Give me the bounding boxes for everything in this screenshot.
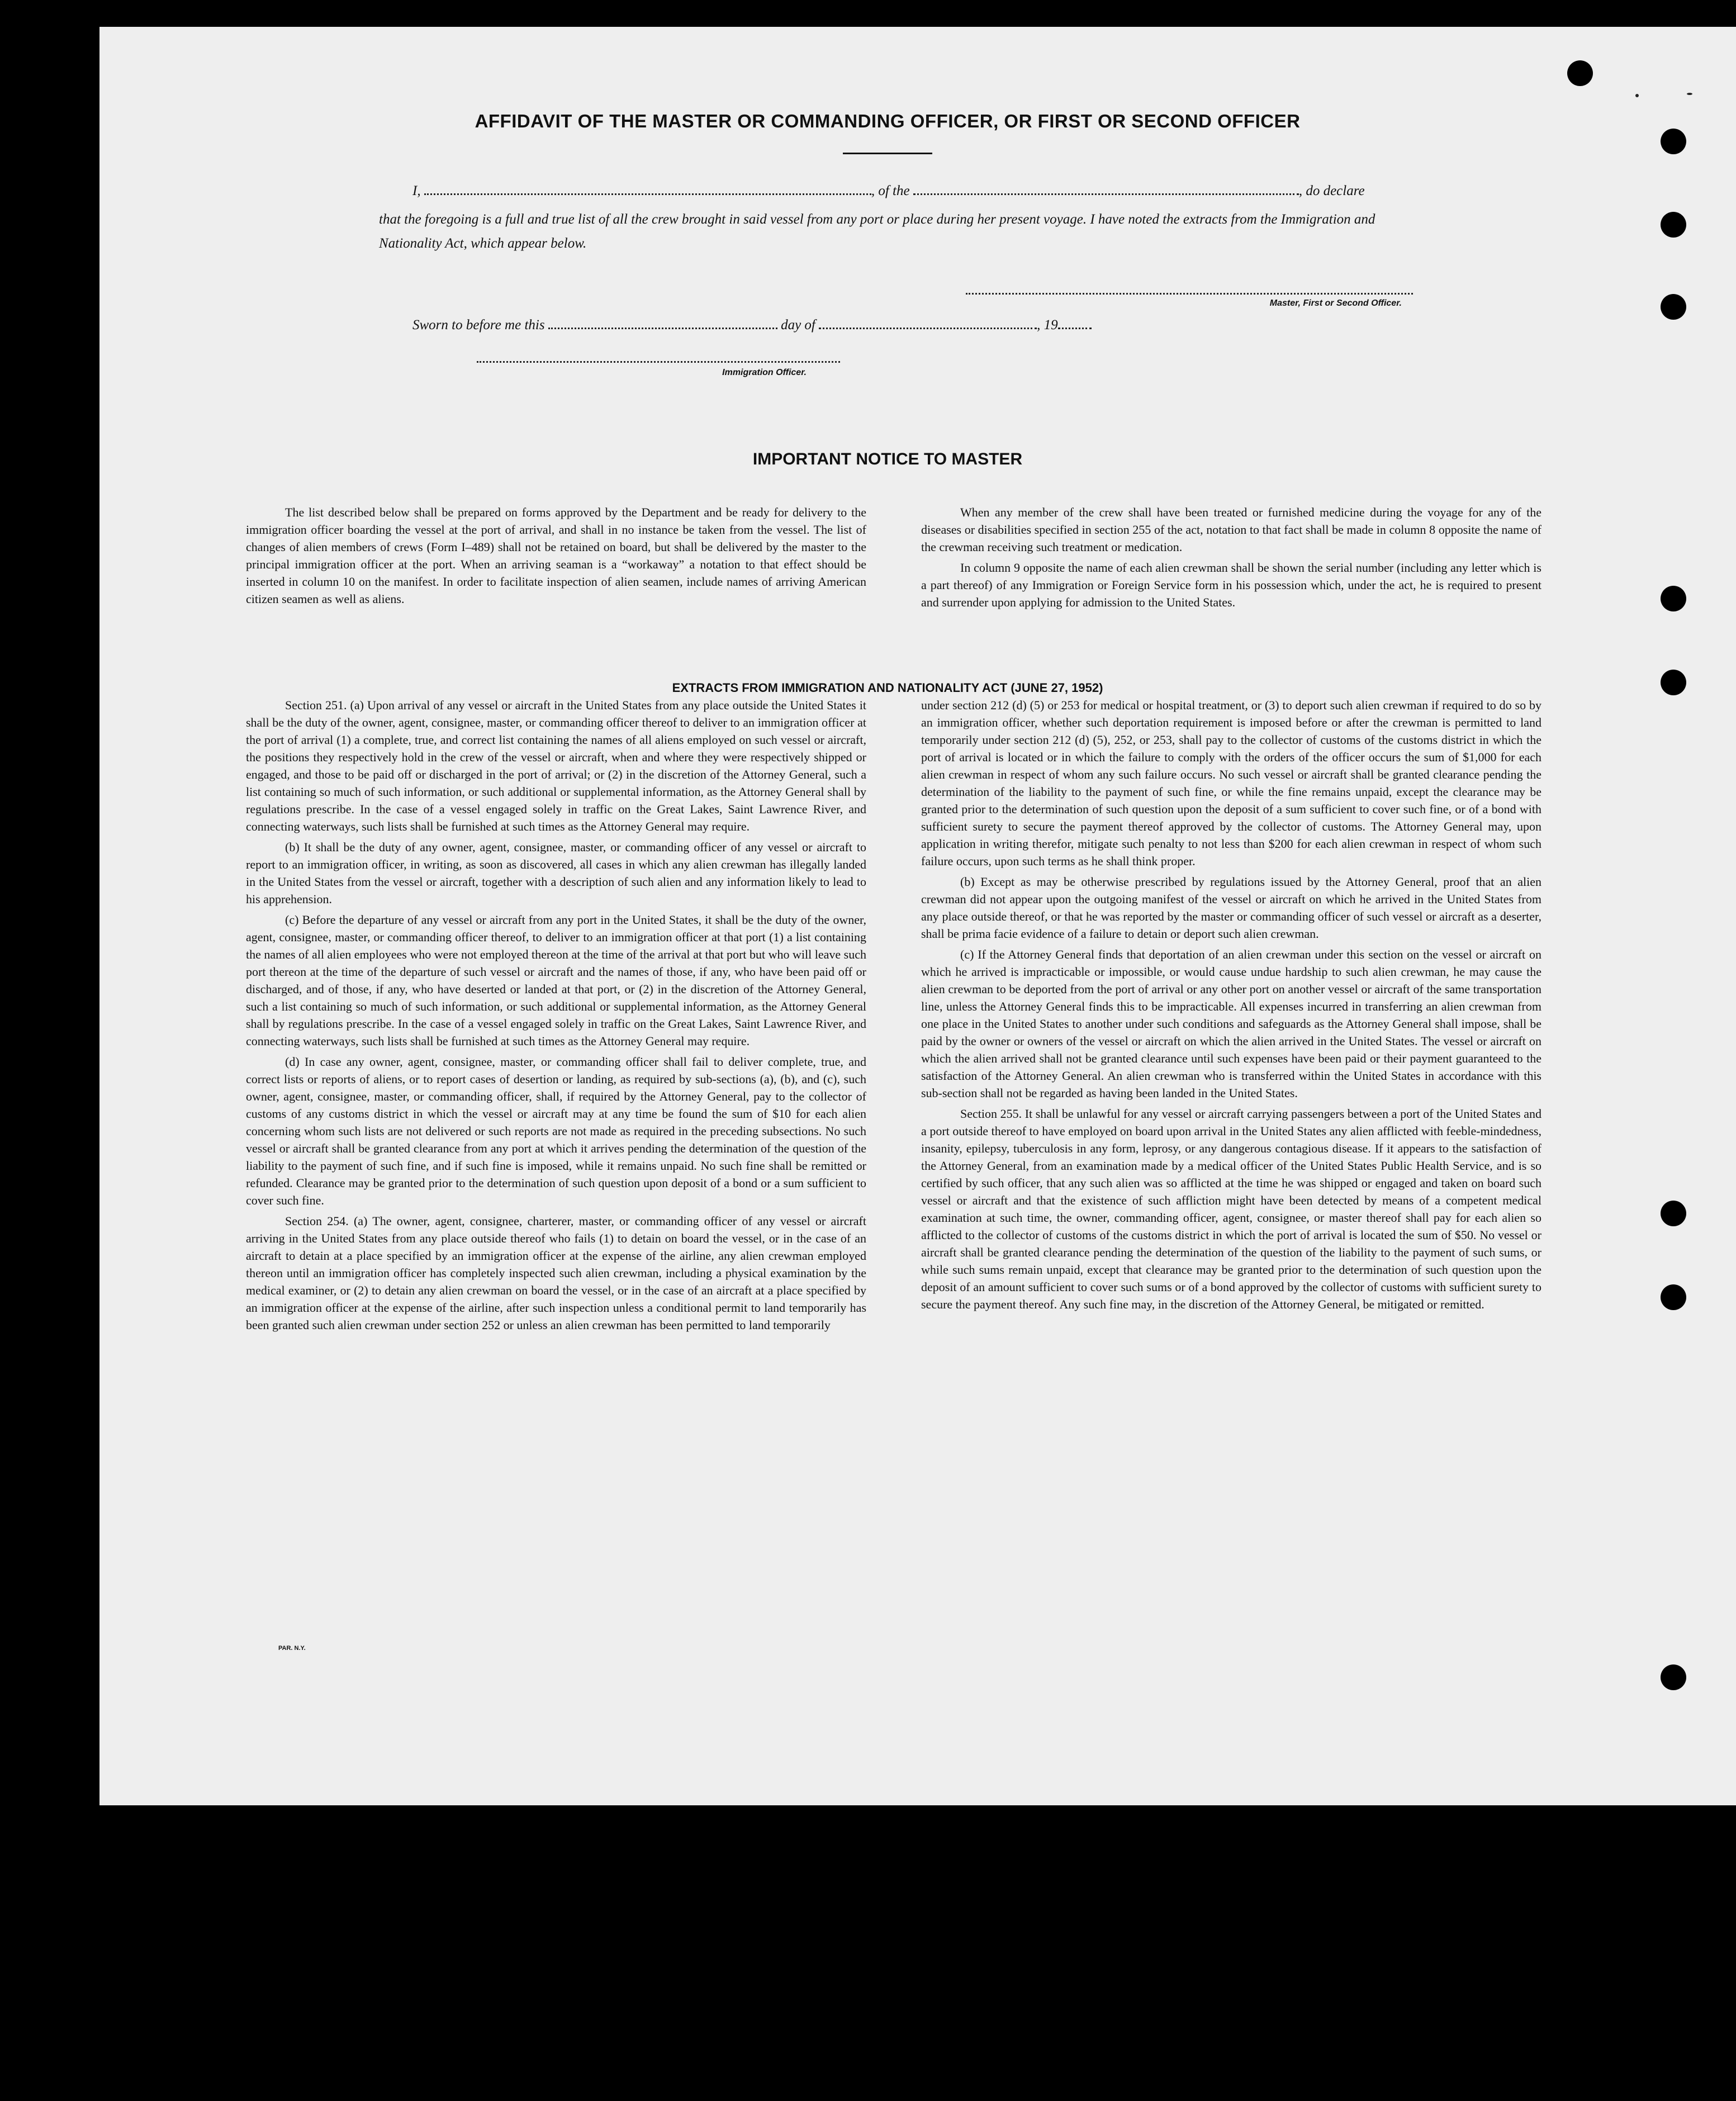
do-declare-label: , do declare <box>1298 183 1365 198</box>
extract-paragraph: (d) In case any owner, agent, consignee, master, or commanding officer shall fail to deliver complete, true, and correct lists or reports of aliens, or to report cases of desertion or landing, as required by sub-sections (a), (b), and (c), such owner, agent, consignee, master, or commanding officer, shall, if required by the Attorney General, pay to the collector of customs of any customs district in which the vessel or aircraft may at any time be found the sum of $10 for each alien concerning whom such lists are not delivered or such reports are not made as required in the preceding subsections. No such vessel or aircraft shall be granted clearance from any port at which it arrives pending the determination of the question of the liability to the payment of such fine, and if such fine is imposed, while it remains unpaid. No such fine shall be remitted or refunded. Clearance may be granted prior to the determination of such question upon deposit of a bond or a sum sufficient to cover such fine. <box>246 1055 866 1207</box>
binder-hole <box>1661 586 1686 611</box>
day-of-label: day of <box>781 317 815 333</box>
extracts-right-column <box>921 696 1541 1313</box>
year-blank[interactable] <box>1058 317 1092 329</box>
binder-hole <box>1661 1201 1686 1226</box>
extracts-left-column <box>246 696 866 1334</box>
declaration-text: that the foregoing is a full and true list of all the crew brought in said vessel from any port or place during her present voyage. I have noted the extracts from the Immigration and Nationality Act, which appear below. <box>379 212 1375 251</box>
vessel-blank[interactable] <box>913 183 1299 195</box>
printer-mark: PAR. N.Y. <box>278 1645 306 1652</box>
extract-paragraph: Section 254. (a) The owner, agent, consignee, charterer, master, or commanding officer of any vessel or aircraft arriving in the United States from any place outside thereof who fails (1) to detain on board the vessel, or in the case of an aircraft to detain at a place specified by an immigration officer at the expense of the airline, any alien crewman employed thereon until an immigration officer has completely inspected such alien crewman, including a physical examination by the medical examiner, or (2) to detain any alien crewman on board the vessel, or in the case of an aircraft at a place specified by an immigration officer at the expense of the airline, after such inspection unless a conditional permit to land temporarily has been granted such alien crewman under section 252 or unless an alien crewman has been permitted to land temporarily <box>246 1214 866 1332</box>
notice-right-text-2: In column 9 opposite the name of each alien crewman shall be shown the serial number (including any letter which is a part thereof) of any Immigration or Foreign Service form in his possession which, under the act, he is required to present and surrender upon applying for admission to the United States. <box>921 561 1541 609</box>
form-page <box>99 27 1736 1805</box>
officer-signature-line[interactable] <box>477 361 840 363</box>
binder-hole <box>1661 1664 1686 1690</box>
extract-paragraph: Section 255. It shall be unlawful for any vessel or aircraft carrying passengers between a port of the United States and a port outside thereof to have employed on board upon arrival in the United States any alien afflicted with feeble-mindedness, insanity, epilepsy, tuberculosis in any form, leprosy, or any dangerous contagious disease. If it appears to the satisfaction of the Attorney General, from an examination made by a medical officer of the United States Public Health Service, and is so certified by such officer, that any such alien was so afflicted at the time he was shipped or engaged and taken on board such vessel or aircraft and that the existence of such affliction might have been detected by means of a competent medical examination at such time, the owner, commanding officer, agent, consignee, or master thereof shall pay for each alien so afflicted to the collector of customs of the customs district in which the port of arrival is located the sum of $50. No vessel or aircraft shall be granted clearance pending the determination of the question of the liability to the payment of such sums, or while such sums remain unpaid, except that clearance may be granted prior to the determination of such question upon the deposit of an amount sufficient to cover such sums or of a bond approved by the collector of customs with sufficient surety to secure the payment thereof. Any such fine may, in the discretion of the Attorney General, be mitigated or remitted. <box>921 1107 1541 1311</box>
officer-caption: Immigration Officer. <box>722 368 807 377</box>
name-blank[interactable] <box>424 183 871 195</box>
ink-speck <box>1635 94 1639 97</box>
notice-left-text: The list described below shall be prepared on forms approved by the Department and be ready for delivery to the immigration officer boarding the vessel at the port of arrival, and shall in no instance be taken from the vessel. The list of changes of alien members of crews (Form I–489) shall not be retained on board, but shall be delivered by the master to the principal immigration officer at the port. When an arriving seaman is a “workaway” a notation to that effect should be inserted in column 10 on the manifest. In order to facilitate inspection of alien seamen, include names of arriving American citizen seamen as well as aliens. <box>246 505 866 606</box>
sworn-day-blank[interactable] <box>548 317 777 329</box>
ink-speck <box>1687 93 1692 95</box>
i-label: I, <box>412 183 421 198</box>
declaration-line <box>412 183 1365 199</box>
extract-paragraph: (b) Except as may be otherwise prescribed by regulations issued by the Attorney General, proof that an alien crewman did not appear upon the outgoing manifest of the vessel or aircraft on which he arrived in the United States from any place outside thereof, or that he was reported by the master or commanding officer of such vessel or aircraft as a deserter, shall be prima facie evidence of a failure to detain or deport such alien crewman. <box>921 875 1541 941</box>
of-the-label: , of the <box>871 183 910 198</box>
sworn-label: Sworn to before me this <box>412 317 545 333</box>
sworn-month-blank[interactable] <box>819 317 1037 329</box>
extract-paragraph: (b) It shall be the duty of any owner, agent, consignee, master, or commanding officer of any vessel or aircraft to report to an immigration officer, in writing, as soon as discovered, all cases in which any alien crewman has illegally landed in the United States from the vessel or aircraft, together with a description of such alien and any information likely to lead to his apprehension. <box>246 840 866 906</box>
extract-paragraph: (c) If the Attorney General finds that deportation of an alien crewman under this section on the vessel or aircraft on which he arrived is impracticable or impossible, or would cause undue hardship to such alien crewman, he may cause the alien crewman to be deported from the port of arrival or any other port on another vessel or aircraft of the same transportation line, unless the Attorney General finds this to be impracticable. All expenses incurred in transferring an alien crewman from one place in the United States to another under such conditions and safeguards as the Attorney General shall impose, shall be paid by the owner or owners of the vessel or aircraft on which the alien arrived in the United States. The vessel or aircraft on which the alien arrived shall not be granted clearance until such expenses have been paid or their payment guaranteed to the satisfaction of the Attorney General. An alien crewman who is transferred within the United States in accordance with this sub-section shall not be regarded as having been landed in the United States. <box>921 947 1541 1100</box>
affidavit-title: AFFIDAVIT OF THE MASTER OR COMMANDING OFFICER, OR FIRST OR SECOND OFFICER <box>475 111 1301 131</box>
extract-paragraph: (c) Before the departure of any vessel or aircraft from any port in the United States, it shall be the duty of the owner, agent, consignee, master, or commanding officer thereof, to deliver to an immigration officer at that port (1) a list containing the names of all alien employees who were not employed thereon at the time of the arrival at that port but who will leave such port thereon at the time of the departure of such vessel or aircraft and the names of those, if any, who have been paid off or discharged, and of those, if any, who have deserted or landed at that port, or (2) in the discretion of the Attorney General, such a list containing so much of such information, or such additional or supplemental information, as the Attorney General shall by regulations prescribe. In the case of a vessel engaged solely in traffic on the Great Lakes, Saint Lawrence River, and connecting waterways, such lists shall be furnished at such times as the Attorney General may require. <box>246 913 866 1048</box>
notice-left-column <box>246 504 866 608</box>
extract-paragraph: under section 212 (d) (5) or 253 for medical or hospital treatment, or (3) to deport such alien crewman if required to do so by an immigration officer, whether such deportation requirement is imposed before or after the crewman is permitted to land temporarily under section 212 (d) (5), 252, or 253, shall pay to the collector of customs of the customs district in which the port of arrival is located or in which the failure to comply with the orders of the officer occurs the sum of $1,000 for each alien crewman in respect of whom any such failure occurs. No such vessel or aircraft shall be granted clearance pending the determination of the liability to the payment of such fine, or while the fine remains unpaid, except the clearance may be granted prior to the determination of such question upon the deposit of a sum sufficient to cover such fine, or of a bond with sufficient surety to secure the payment thereof approved by the collector of customs. The Attorney General may, upon application in writing therefor, mitigate such penalty to not less than $200 for each alien crewman in respect of whom such failure occurs, upon such terms as he shall think proper. <box>921 698 1541 868</box>
binder-hole <box>1661 1284 1686 1310</box>
binder-hole <box>1567 60 1593 86</box>
extract-paragraph: Section 251. (a) Upon arrival of any vessel or aircraft in the United States from any place outside the United States it shall be the duty of the owner, agent, consignee, master, or commanding officer thereof to deliver to an immigration officer at the port of arrival (1) a complete, true, and correct list containing the names of all aliens employed on such vessel or aircraft, the positions they respectively hold in the crew of the vessel or aircraft, when and where they were respectively shipped or engaged, and those to be paid off or discharged in the port of arrival; or (2) in the discretion of the Attorney General, such a list containing so much of such information, or such additional or supplemental information, as the Attorney General shall by regulations prescribe. In the case of a vessel engaged solely in traffic on the Great Lakes, Saint Lawrence River, and connecting waterways, such lists shall be furnished at such times as the Attorney General may require. <box>246 698 866 833</box>
year-label: , 19 <box>1037 317 1058 333</box>
master-signature-line[interactable] <box>966 293 1413 295</box>
notice-right-text-1: When any member of the crew shall have been treated or furnished medicine during the voyage for any of the diseases or disabilities specified in section 255 of the act, notation to that fact shall be made in column 8 opposite the name of the crewman receiving such treatment or medication. <box>921 505 1541 554</box>
master-caption: Master, First or Second Officer. <box>1269 298 1402 308</box>
binder-hole <box>1661 212 1686 238</box>
extracts-heading: EXTRACTS FROM IMMIGRATION AND NATIONALITY ACT (JUNE 27, 1952) <box>672 681 1103 695</box>
title-rule <box>843 153 932 154</box>
notice-heading: IMPORTANT NOTICE TO MASTER <box>752 450 1023 468</box>
binder-hole <box>1661 670 1686 695</box>
binder-hole <box>1661 129 1686 154</box>
notice-right-column <box>921 504 1541 611</box>
binder-hole <box>1661 294 1686 320</box>
sworn-line <box>412 317 1092 333</box>
